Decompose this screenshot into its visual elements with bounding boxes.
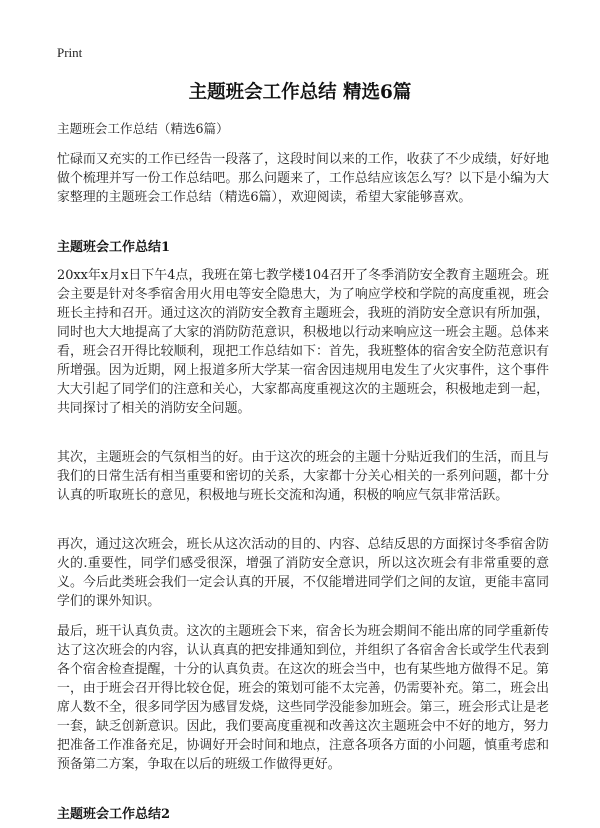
section-heading-1: 主题班会工作总结1 (57, 240, 171, 255)
section1-paragraph-3: 再次，通过这次班会，班长从这次活动的目的、内容、总结反思的方面探讨冬季宿舍防火的.重要性，同学们感受很深，增强了消防安全意识，所以这次班会有非常重要的意义。今后此类班会我们一定会认真的开展，不仅能增进同学们之间的友谊，更能丰富同学们的课外知识。 (57, 537, 549, 609)
section1-paragraph-2: 其次，主题班会的气氛相当的好。由于这次的班会的主题十分贴近我们的生活，而且与我们的日常生活有相当重要和密切的关系，大家都十分关心相关的一系列问题，都十分认真的听取班长的意见，积极地与班长交流和沟通，积极的响应气氛非常活跃。 (57, 450, 549, 503)
page-title: 主题班会工作总结 精选6篇 (188, 82, 412, 103)
section1-paragraph-1: 20xx年x月x日下午4点，我班在第七教学楼104召开了冬季消防安全教育主题班会。班会主要是针对冬季宿舍用火用电等安全隐患大，为了响应学校和学院的高度重视，班会班长主持和召开。通过这次的消防安全教育主题班会，我班的消防安全意识有所加强，同时也大大地提高了大家的消防防范意识，积极地以行动来响应这一班会主题。总体来看，班会召开得比较顺利，现把工作总结如下：首先，我班整体的宿舍安全防范意识有所增强。因为近期，网上报道多所大学某一宿舍因违规用电发生了火灾事件，这个事件大大引起了同学们的注意和关心，大家都高度重视这次的主题班会，积极地走到一起，共同探讨了相关的消防安全问题。 (57, 268, 549, 416)
intro-paragraph: 忙碌而又充实的工作已经告一段落了，这段时间以来的工作，收获了不少成绩，好好地做个梳理并写一份工作总结吧。那么问题来了，工作总结应该怎么写？以下是小编为大家整理的主题班会工作总结（精选6篇），欢迎阅读，希望大家能够喜欢。 (57, 152, 549, 205)
section-heading-2: 主题班会工作总结2 (57, 807, 171, 822)
print-link[interactable]: Print (57, 45, 83, 60)
section1-paragraph-4: 最后，班干认真负责。这次的主题班会下来，宿舍长为班会期间不能出席的同学重新传达了这次班会的内容，认认真真的把安排通知到位，并组织了各宿舍舍长或学生代表到各个宿舍检查提醒，十分的认真负责。在这次的班会当中，也有某些地方做得不足。第一，由于班会召开得比较仓促，班会的策划可能不太完善，仍需要补充。第二，班会出席人数不全，很多同学因为感冒发烧，这些同学没能参加班会。第三，班会形式让是老一套，缺乏创新意识。因此，我们要高度重视和改善这次主题班会中不好的地方，努力把准备工作准备充足，协调好开会时间和地点，注意各项各方面的小问题，慎重考虑和预备第二方案，争取在以后的班级工作做得更好。 (57, 624, 549, 772)
document-subtitle: 主题班会工作总结（精选6篇） (57, 121, 229, 136)
